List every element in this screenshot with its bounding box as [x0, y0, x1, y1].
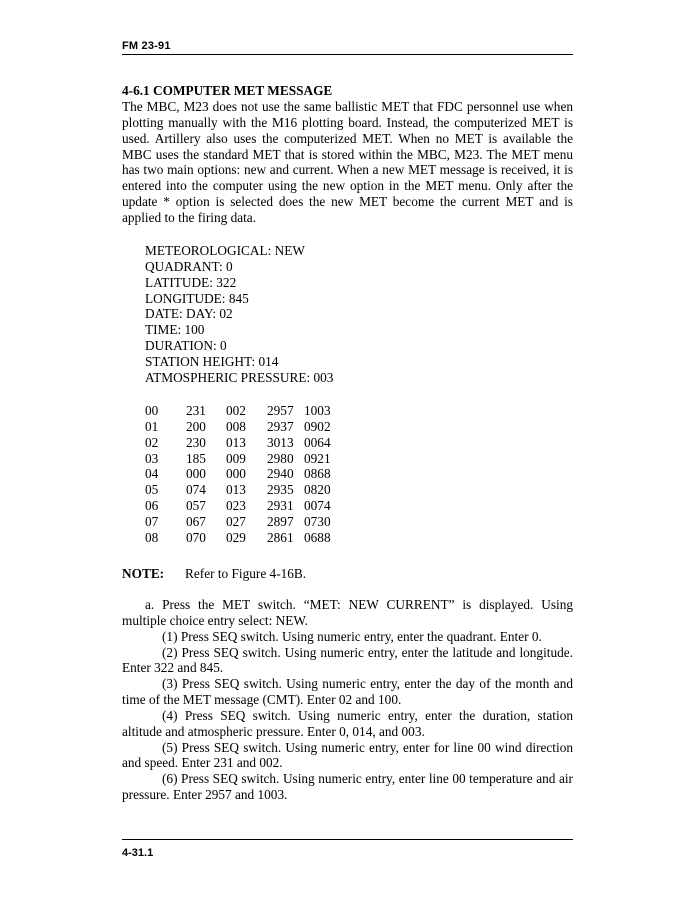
table-cell: 02	[145, 434, 159, 450]
met-line: DURATION: 0	[145, 338, 227, 354]
table-cell: 2935	[267, 482, 294, 498]
table-cell: 023	[226, 498, 246, 514]
note-label: NOTE:	[122, 566, 165, 581]
table-cell: 05	[145, 482, 159, 498]
table-cell: 04	[145, 466, 159, 482]
table-cell: 000	[186, 466, 206, 482]
table-cell: 08	[145, 529, 159, 545]
page-number: 4-31.1	[122, 847, 154, 859]
table-row	[145, 530, 331, 546]
table-cell: 3013	[267, 434, 294, 450]
table-cell: 013	[226, 434, 246, 450]
table-cell: 00	[145, 403, 159, 418]
met-data-table	[145, 403, 331, 546]
section-title: 4-6.1 COMPUTER MET MESSAGE	[122, 83, 333, 98]
step-5: (5) Press SEQ switch. Using numeric entry, enter for line 00 wind direction and speed. Enter 231 and 002.	[122, 739, 573, 771]
table-cell: 0820	[304, 482, 331, 498]
met-line: ATMOSPHERIC PRESSURE: 003	[145, 369, 334, 385]
met-line: TIME: 100	[145, 322, 205, 338]
table-row	[145, 498, 331, 514]
table-cell: 06	[145, 498, 159, 514]
table-cell: 070	[186, 529, 206, 545]
step-1: (1) Press SEQ switch. Using numeric entry, enter the quadrant. Enter 0.	[162, 628, 542, 644]
table-cell: 067	[186, 513, 206, 529]
table-cell: 03	[145, 450, 159, 466]
table-row	[145, 466, 331, 482]
table-cell: 2897	[267, 513, 294, 529]
table-cell: 029	[226, 529, 246, 545]
table-cell: 2937	[267, 418, 294, 434]
met-message-header	[145, 243, 333, 386]
met-line: QUADRANT: 0	[145, 258, 233, 274]
table-row	[145, 482, 331, 498]
table-cell: 2931	[267, 498, 294, 514]
table-cell: 1003	[304, 403, 331, 418]
table-cell: 07	[145, 513, 159, 529]
table-cell: 027	[226, 513, 246, 529]
met-line: LATITUDE: 322	[145, 274, 237, 290]
table-cell: 185	[186, 450, 206, 466]
table-cell: 0730	[304, 513, 331, 529]
table-cell: 000	[226, 466, 246, 482]
step-a: a. Press the MET switch. “MET: NEW CURRENT” is displayed. Using multiple choice entry select: NEW.	[122, 597, 573, 628]
table-cell: 057	[186, 498, 206, 514]
note	[122, 566, 306, 582]
table-cell: 2957	[267, 403, 294, 418]
table-row	[145, 419, 331, 435]
step-2: (2) Press SEQ switch. Using numeric entry, enter the latitude and longitude. Enter 322 and 845.	[122, 644, 573, 676]
table-cell: 230	[186, 434, 206, 450]
table-row	[145, 451, 331, 467]
intro-paragraph: The MBC, M23 does not use the same ballistic MET that FDC personnel use when plotting manually with the M16 plotting board. Instead, the computerized MET is used. Artillery also uses the computerized MET. When no MET is available the MBC uses the standard MET that is stored within the MBC, M23. The MET menu has two main options: new and current. When a new MET message is received, it is entered into the computer using the new option in the MET menu. Only after the update * option is selected does the new MET become the current MET and is applied to the firing data.	[122, 99, 573, 225]
table-cell: 0688	[304, 529, 331, 545]
table-cell: 008	[226, 418, 246, 434]
met-line: DATE: DAY: 02	[145, 306, 233, 322]
note-text: Refer to Figure 4-16B.	[185, 566, 307, 581]
running-header: FM 23-91	[122, 40, 171, 52]
table-cell: 01	[145, 418, 159, 434]
table-cell: 2940	[267, 466, 294, 482]
table-row	[145, 403, 331, 419]
table-cell: 0868	[304, 466, 331, 482]
step-4: (4) Press SEQ switch. Using numeric entry, enter the duration, station altitude and atmospheric pressure. Enter 0, 014, and 003.	[122, 707, 573, 739]
table-cell: 0064	[304, 434, 331, 450]
table-cell: 002	[226, 403, 246, 418]
table-cell: 2980	[267, 450, 294, 466]
step-3: (3) Press SEQ switch. Using numeric entry, enter the day of the month and time of the MET message (CMT). Enter 02 and 100.	[122, 676, 573, 708]
met-line: LONGITUDE: 845	[145, 290, 249, 306]
met-line: STATION HEIGHT: 014	[145, 353, 279, 369]
met-line: METEOROLOGICAL: NEW	[145, 243, 305, 258]
table-row	[145, 435, 331, 451]
table-cell: 009	[226, 450, 246, 466]
table-cell: 0902	[304, 418, 331, 434]
header-rule	[122, 54, 573, 55]
table-cell: 013	[226, 482, 246, 498]
table-row	[145, 514, 331, 530]
table-cell: 074	[186, 482, 206, 498]
procedure-steps	[122, 597, 573, 803]
step-6: (6) Press SEQ switch. Using numeric entry, enter line 00 temperature and air pressure. Enter 2957 and 1003.	[122, 771, 573, 803]
table-cell: 2861	[267, 529, 294, 545]
table-cell: 0921	[304, 450, 331, 466]
footer-rule	[122, 839, 573, 840]
table-cell: 200	[186, 418, 206, 434]
table-cell: 231	[186, 403, 206, 418]
table-cell: 0074	[304, 498, 331, 514]
